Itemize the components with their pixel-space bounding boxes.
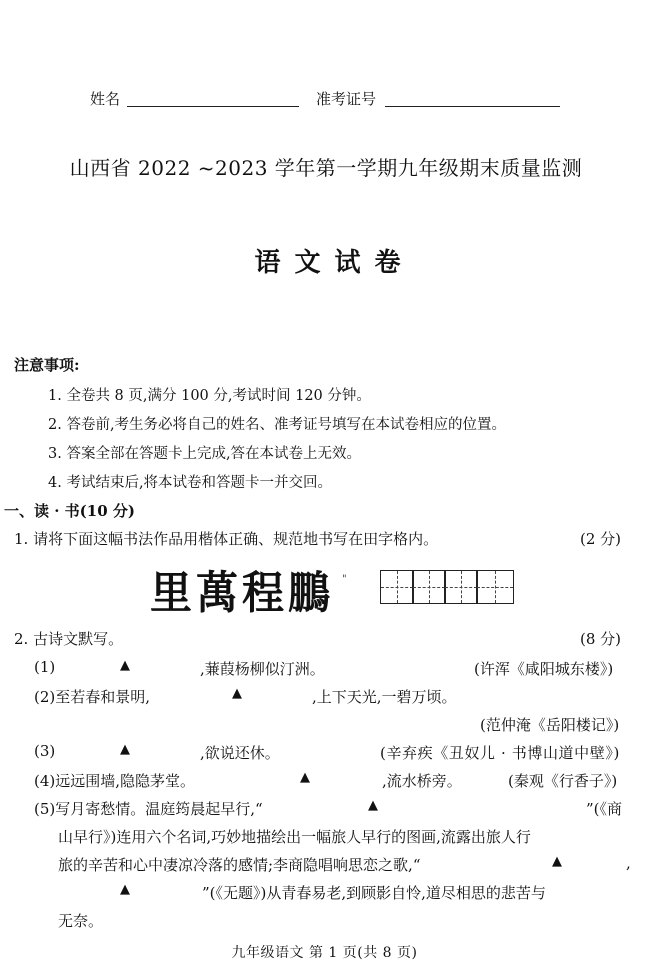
q1-score: (2 分) (580, 530, 622, 548)
q2-4-text-b: ,流水桥旁。 (382, 772, 462, 790)
q2-4-text-a: (4)远远围墙,隐隐茅堂。 (34, 772, 196, 790)
q2-5-line3: 旅的辛苦和心中凄凉冷落的感情;李商隐唱响思恋之歌,“ (58, 856, 421, 874)
answer-blank-marker[interactable]: ▲ (232, 686, 242, 701)
answer-blank-marker[interactable]: ▲ (300, 770, 310, 785)
id-blank[interactable] (385, 106, 560, 107)
notice-item: 3. 答案全部在答题卡上完成,答在本试卷上无效。 (48, 446, 362, 462)
answer-blank-marker[interactable]: ▲ (368, 798, 378, 813)
seal-mark: " (342, 574, 347, 585)
answer-blank-marker[interactable]: ▲ (552, 854, 562, 869)
notice-item: 1. 全卷共 8 页,满分 100 分,考试时间 120 分钟。 (48, 388, 371, 404)
name-blank[interactable] (127, 106, 299, 107)
section-heading: 一、读 · 书(10 分) (4, 502, 135, 520)
tianzi-grid-cell[interactable] (444, 570, 478, 604)
notice-item: 4. 考试结束后,将本试卷和答题卡一并交回。 (48, 475, 333, 491)
q2-4-source: (秦观《行香子》) (508, 772, 618, 790)
q2-3-number: (3) (34, 742, 56, 760)
page-footer: 九年级语文 第 1 页(共 8 页) (231, 945, 418, 961)
q2-5-line4: ”(《无题》)从青春易老,到顾影自怜,道尽相思的悲苦与 (202, 884, 546, 902)
q2-3-text: ,欲说还休。 (200, 744, 280, 762)
q2-5-line5: 无奈。 (58, 912, 104, 930)
q2-5-line3-comma: , (626, 854, 631, 872)
answer-blank-marker[interactable]: ▲ (120, 882, 130, 897)
q2-5-text-b: ”(《商 (586, 800, 623, 818)
q2-score: (8 分) (580, 630, 622, 648)
calligraphy-artwork: 里萬程鵬 (150, 566, 335, 619)
q2-3-source: (辛弃疾《丑奴儿 · 书博山道中壁》) (380, 744, 620, 762)
q2-2-source: (范仲淹《岳阳楼记》) (480, 716, 620, 734)
subject-title: 语文试卷 (254, 248, 415, 278)
tianzi-grid-cell[interactable] (412, 570, 446, 604)
q2-1-number: (1) (34, 658, 56, 676)
id-label: 准考证号 (316, 90, 377, 108)
exam-title: 山西省 2022 ~2023 学年第一学期九年级期末质量监测 (69, 156, 583, 180)
q2-5-text-a: (5)写月寄愁情。温庭筠晨起早行,“ (34, 800, 263, 818)
q2-2-text-a: (2)至若春和景明, (34, 688, 151, 706)
answer-blank-marker[interactable]: ▲ (120, 742, 130, 757)
q2-1-text: ,蒹葭杨柳似汀洲。 (200, 660, 325, 678)
name-label: 姓名 (90, 90, 121, 108)
notice-heading: 注意事项: (14, 356, 80, 374)
q1-text: 1. 请将下面这幅书法作品用楷体正确、规范地书写在田字格内。 (14, 530, 439, 548)
q2-2-text-b: ,上下天光,一碧万顷。 (312, 688, 457, 706)
answer-blank-marker[interactable]: ▲ (120, 658, 130, 673)
notice-item: 2. 答卷前,考生务必将自己的姓名、准考证号填写在本试卷相应的位置。 (48, 417, 507, 433)
tianzi-grid-cell[interactable] (476, 570, 514, 604)
q2-5-line2: 山早行》)连用六个名词,巧妙地描绘出一幅旅人早行的图画,流露出旅人行 (58, 828, 531, 846)
q2-1-source: (许浑《咸阳城东楼》) (474, 660, 614, 678)
tianzi-grid-cell[interactable] (380, 570, 414, 604)
q2-text: 2. 古诗文默写。 (14, 630, 124, 648)
